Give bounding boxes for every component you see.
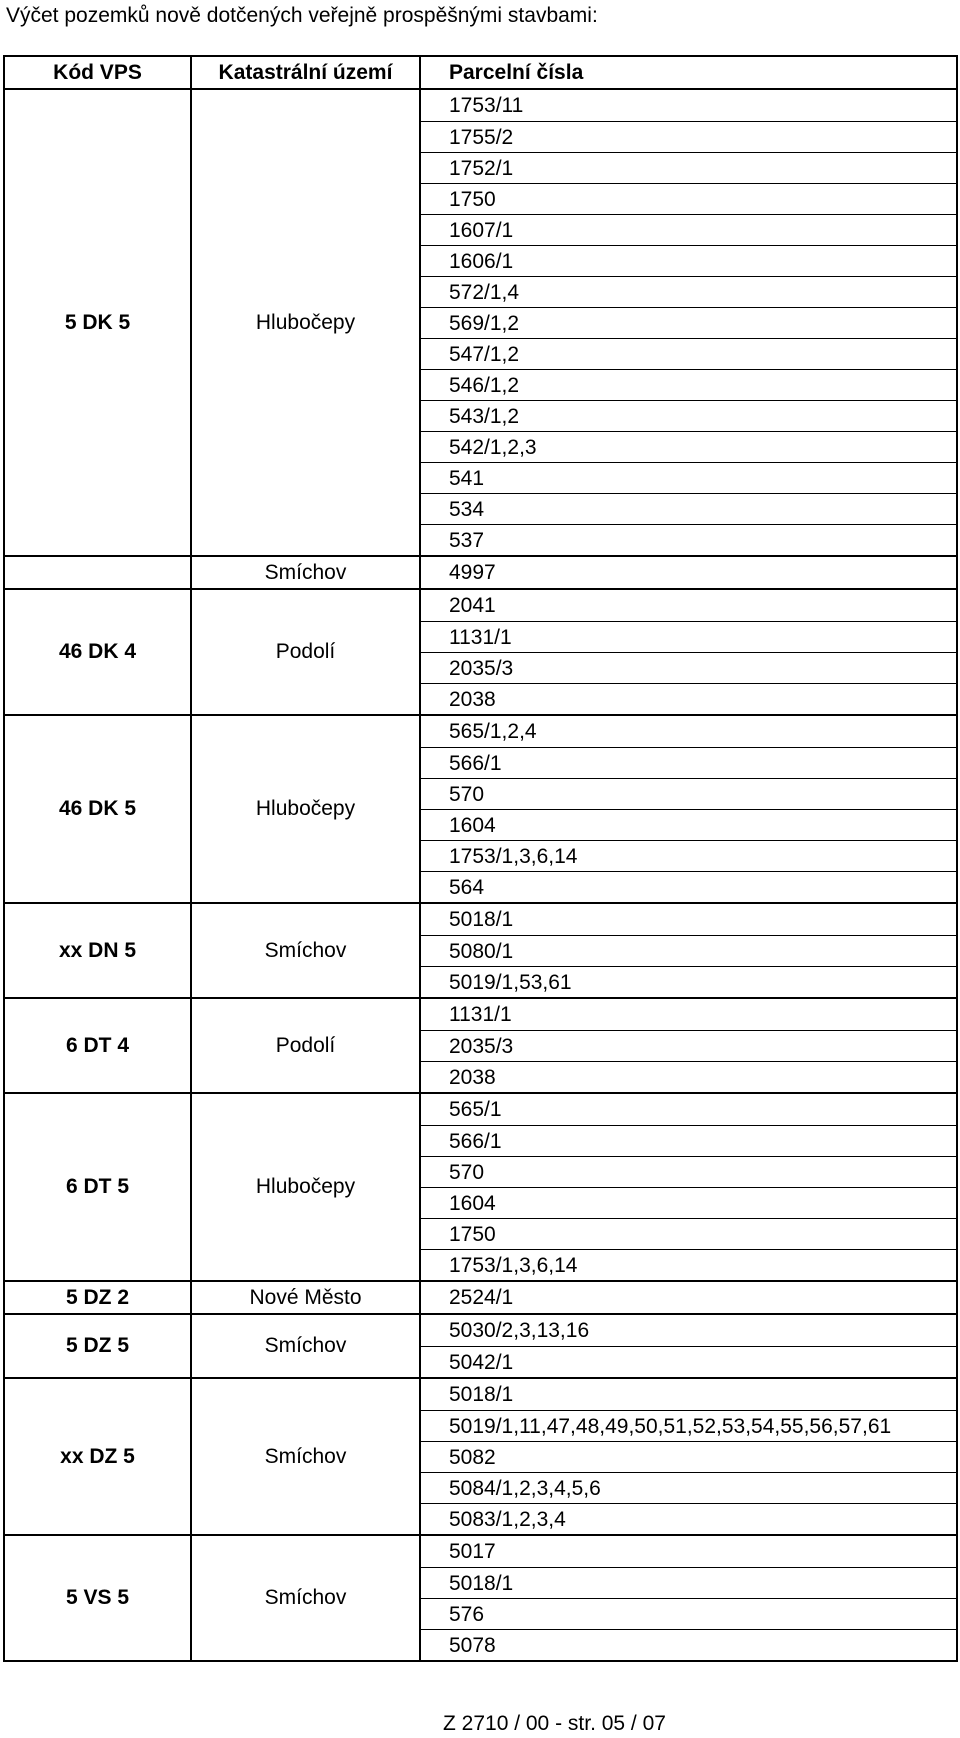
parcel-number: 570: [421, 778, 956, 809]
parcel-number: 5018/1: [449, 1383, 514, 1406]
parcel-number: 5080/1: [421, 935, 956, 966]
table-header-row: [4, 56, 957, 89]
parcel-number: 1753/1,3,6,14: [421, 840, 956, 871]
parcel-numbers-cell: [420, 1281, 957, 1314]
parcel-number: 576: [421, 1598, 956, 1629]
vps-code-cell: [4, 556, 191, 589]
cadastral-area-cell: Smíchov: [191, 903, 420, 998]
parcel-number: 2041: [449, 594, 496, 617]
parcel-number: 2038: [421, 683, 956, 714]
page-footer: Z 2710 / 00 - str. 05 / 07: [443, 1712, 666, 1735]
table-row: [4, 1314, 957, 1378]
parcel-numbers-cell: [420, 998, 957, 1093]
cadastral-area-cell: Hlubočepy: [191, 715, 420, 903]
parcel-number: 5018/1: [421, 1567, 956, 1598]
cadastral-area-cell: Smíchov: [191, 1378, 420, 1535]
parcel-number: 565/1: [449, 1098, 502, 1121]
parcel-number: 1606/1: [421, 245, 956, 276]
table-row: [4, 589, 957, 715]
parcel-number: 5082: [421, 1441, 956, 1472]
parcel-number: 2524/1: [449, 1286, 514, 1309]
parcel-number: 5042/1: [421, 1346, 956, 1377]
header-parcels: Parcelní čísla: [420, 56, 957, 89]
cadastral-area-cell: Smíchov: [191, 1314, 420, 1378]
vps-code-cell: 6 DT 4: [4, 998, 191, 1093]
parcel-number: 5019/1,11,47,48,49,50,51,52,53,54,55,56,57,61: [421, 1410, 956, 1441]
cadastral-area-cell: Hlubočepy: [191, 89, 420, 556]
parcel-number: 569/1,2: [421, 307, 956, 338]
parcel-number: 566/1: [421, 1125, 956, 1156]
parcel-number: 543/1,2: [421, 400, 956, 431]
table-row: [4, 89, 957, 556]
parcel-number: 537: [421, 524, 956, 555]
parcel-number: 2035/3: [421, 1030, 956, 1061]
table-row: [4, 903, 957, 998]
cadastral-area-cell: Nové Město: [191, 1281, 420, 1314]
header-area: Katastrální území: [191, 56, 420, 89]
parcel-numbers-cell: [420, 1314, 957, 1378]
parcel-number: 564: [421, 871, 956, 902]
parcel-number: 5084/1,2,3,4,5,6: [421, 1472, 956, 1503]
parcel-number: 541: [421, 462, 956, 493]
parcel-number: 570: [421, 1156, 956, 1187]
table-row: [4, 1281, 957, 1314]
parcel-number: 5083/1,2,3,4: [421, 1503, 956, 1534]
parcel-number: 1752/1: [421, 152, 956, 183]
parcel-numbers-cell: [420, 1093, 957, 1281]
parcel-number: 547/1,2: [421, 338, 956, 369]
parcel-number: 1131/1: [449, 1003, 512, 1026]
parcel-number: 5078: [421, 1629, 956, 1660]
parcel-number: 1604: [421, 1187, 956, 1218]
table-row: [4, 1535, 957, 1661]
page-title: Výčet pozemků nově dotčených veřejně prospěšnými stavbami:: [6, 4, 598, 27]
vps-code-cell: 6 DT 5: [4, 1093, 191, 1281]
parcel-numbers-cell: [420, 1378, 957, 1535]
vps-code-cell: xx DZ 5: [4, 1378, 191, 1535]
parcel-number: 2038: [421, 1061, 956, 1092]
cadastral-area-cell: Podolí: [191, 589, 420, 715]
parcel-number: 4997: [449, 561, 496, 584]
vps-code-cell: 46 DK 4: [4, 589, 191, 715]
parcel-number: 1750: [421, 1218, 956, 1249]
cadastral-area-cell: Hlubočepy: [191, 1093, 420, 1281]
vps-parcel-table: [3, 55, 958, 1662]
vps-code-cell: 5 DZ 2: [4, 1281, 191, 1314]
parcel-number: 572/1,4: [421, 276, 956, 307]
parcel-number: 542/1,2,3: [421, 431, 956, 462]
parcel-numbers-cell: [420, 89, 957, 556]
vps-code-cell: 5 DZ 5: [4, 1314, 191, 1378]
table-row: [4, 556, 957, 589]
parcel-number: 1607/1: [421, 214, 956, 245]
parcel-number: 534: [421, 493, 956, 524]
parcel-number: 5017: [449, 1540, 496, 1563]
parcel-numbers-cell: [420, 556, 957, 589]
parcel-numbers-cell: [420, 715, 957, 903]
table-row: [4, 715, 957, 903]
table-body: [4, 89, 957, 1661]
vps-code-cell: xx DN 5: [4, 903, 191, 998]
parcel-number: 1753/11: [449, 94, 524, 117]
table-row: [4, 1378, 957, 1535]
parcel-number: 1755/2: [421, 121, 956, 152]
table-row: [4, 1093, 957, 1281]
vps-code-cell: 46 DK 5: [4, 715, 191, 903]
vps-code-cell: 5 DK 5: [4, 89, 191, 556]
vps-code-cell: 5 VS 5: [4, 1535, 191, 1661]
parcel-numbers-cell: [420, 589, 957, 715]
parcel-number: 1131/1: [421, 621, 956, 652]
cadastral-area-cell: Podolí: [191, 998, 420, 1093]
parcel-number: 1750: [421, 183, 956, 214]
parcel-number: 566/1: [421, 747, 956, 778]
cadastral-area-cell: Smíchov: [191, 1535, 420, 1661]
header-code: Kód VPS: [4, 56, 191, 89]
parcel-number: 1753/1,3,6,14: [421, 1249, 956, 1280]
parcel-number: 5019/1,53,61: [421, 966, 956, 997]
parcel-number: 1604: [421, 809, 956, 840]
table-row: [4, 998, 957, 1093]
parcel-number: 546/1,2: [421, 369, 956, 400]
cadastral-area-cell: Smíchov: [191, 556, 420, 589]
parcel-numbers-cell: [420, 903, 957, 998]
parcel-number: 2035/3: [421, 652, 956, 683]
parcel-number: 565/1,2,4: [449, 720, 537, 743]
parcel-number: 5030/2,3,13,16: [449, 1319, 590, 1342]
parcel-numbers-cell: [420, 1535, 957, 1661]
parcel-number: 5018/1: [449, 908, 514, 931]
